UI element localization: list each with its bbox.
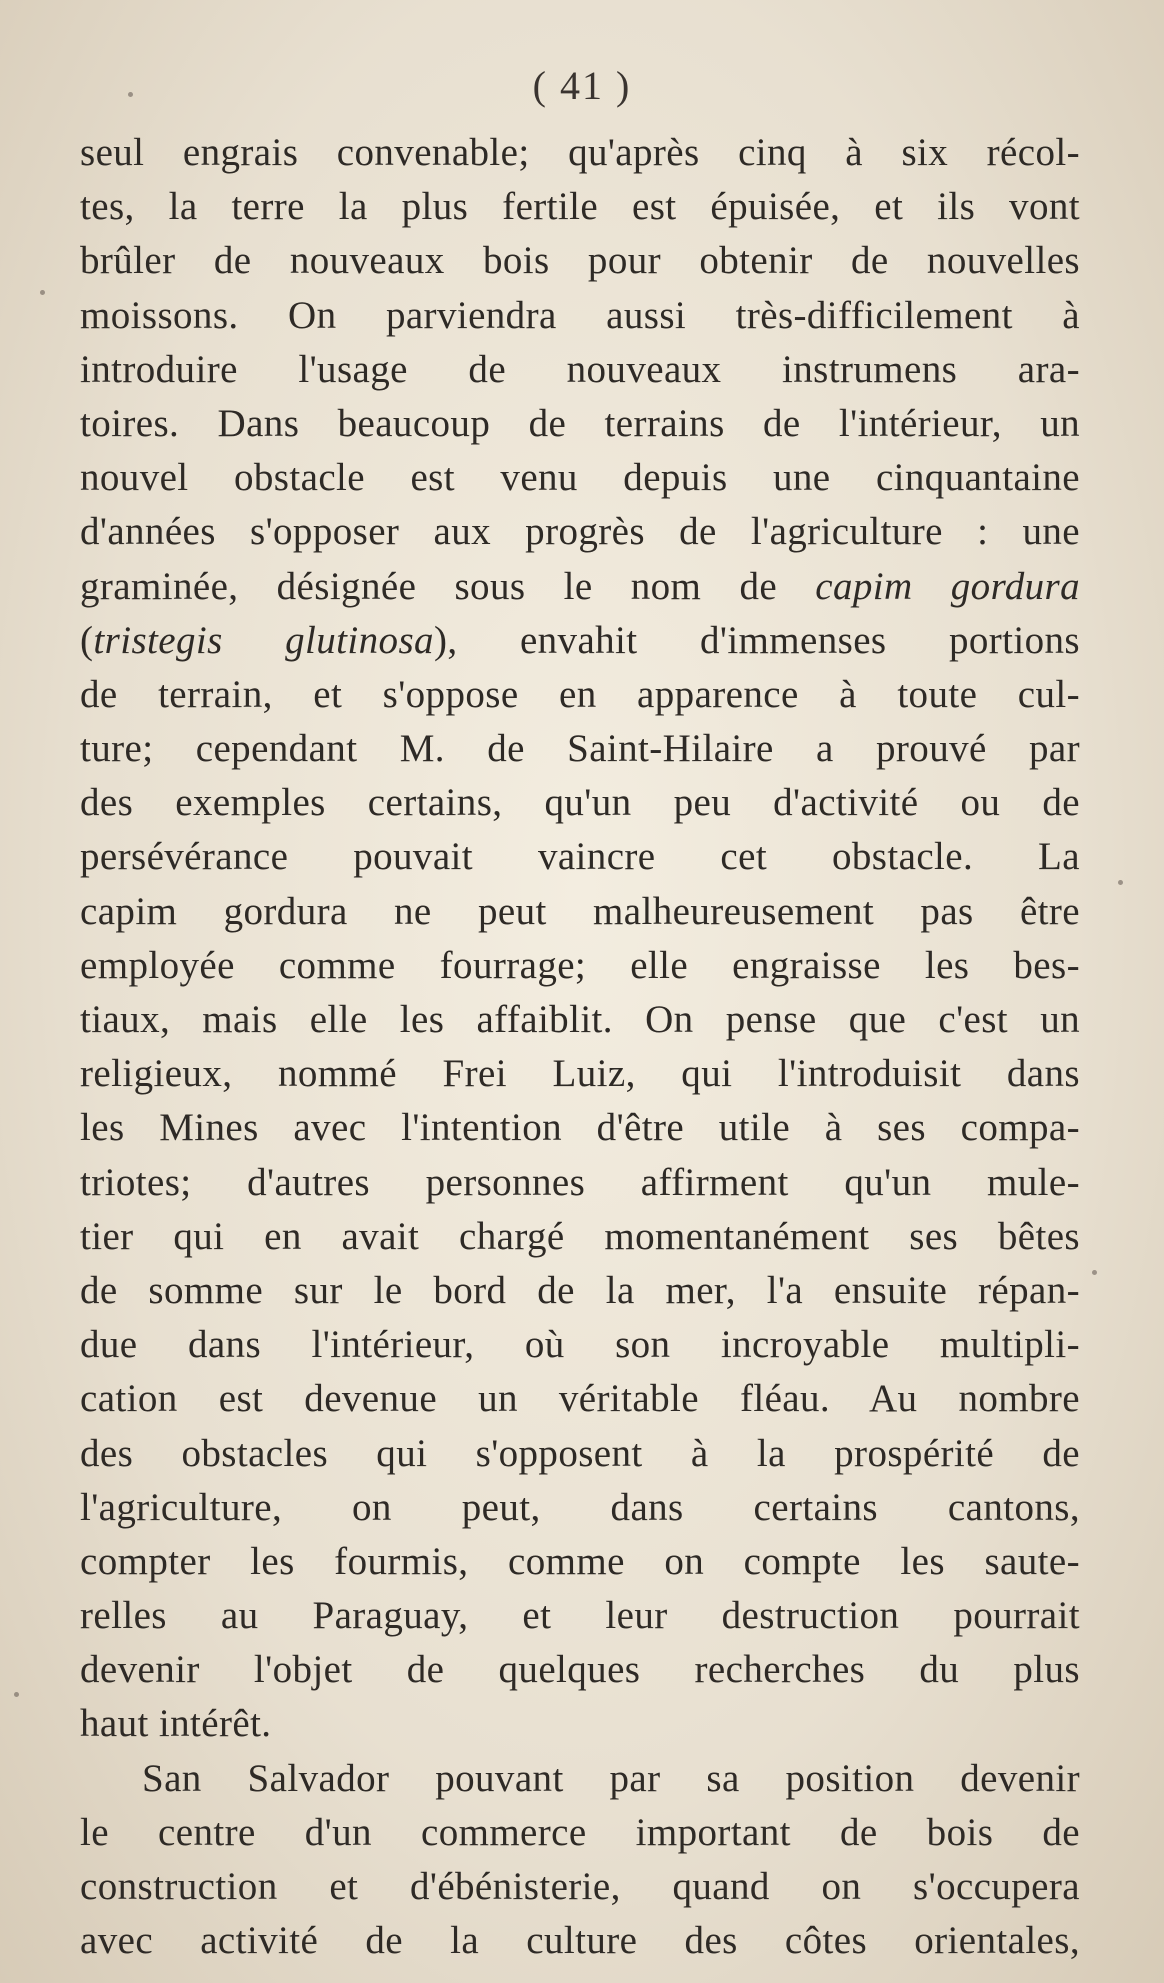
text-line: l'agriculture, on peut, dans certains cantons,: [80, 1485, 1080, 1529]
paper-speck: [40, 290, 45, 295]
text-line: [80, 614, 1080, 668]
text-line: ture; cependant M. de Saint-Hilaire a prouvé par: [80, 727, 1080, 771]
body-text: [80, 126, 1080, 1968]
text-line: de terrain, et s'oppose en apparence à toute cul-: [80, 672, 1080, 716]
text-line: San Salvador pouvant par sa position devenir: [142, 1756, 1080, 1800]
text-line: construction et d'ébénisterie, quand on s'occupera: [80, 1865, 1080, 1908]
text-line: moissons. On parviendra aussi très-difficilement à: [80, 293, 1080, 337]
text-line: haut intérêt.: [80, 1702, 272, 1746]
text-line: compter les fourmis, comme on compte les saute-: [80, 1539, 1080, 1583]
text-line: avec activité de la culture des côtes orientales,: [80, 1919, 1080, 1963]
text-line: des exemples certains, qu'un peu d'activité ou de: [80, 781, 1080, 825]
text-line: persévérance pouvait vaincre cet obstacle. La: [80, 835, 1080, 879]
text-line: [80, 560, 1080, 614]
text-segment: graminée, désignée sous le nom de: [80, 564, 816, 608]
text-line: de somme sur le bord de la mer, l'a ensuite répan-: [80, 1268, 1080, 1312]
text-line: triotes; d'autres personnes affirment qu'un mule-: [80, 1160, 1080, 1204]
text-line: capim gordura ne peut malheureusement pas être: [80, 889, 1080, 933]
paper-speck: [14, 1692, 19, 1697]
text-segment: ), envahit d'immenses portions: [433, 618, 1081, 662]
italic-term: tristegis glutinosa: [93, 618, 434, 662]
text-line: introduire l'usage de nouveaux instrumens ara-: [80, 347, 1080, 391]
text-line: employée comme fourrage; elle engraisse les bes-: [80, 943, 1080, 987]
text-line: due dans l'intérieur, où son incroyable multipli-: [80, 1323, 1080, 1367]
text-line: d'années s'opposer aux progrès de l'agriculture : une: [80, 510, 1080, 554]
page-number: ( 41 ): [532, 63, 632, 108]
paper-speck: [128, 92, 133, 97]
text-line: toires. Dans beaucoup de terrains de l'intérieur, un: [80, 401, 1080, 445]
text-line: cation est devenue un véritable fléau. Au nombre: [80, 1377, 1080, 1421]
text-line: seul engrais convenable; qu'après cinq à six récol-: [80, 131, 1080, 174]
text-line: des obstacles qui s'opposent à la prospérité de: [80, 1431, 1080, 1475]
text-line: les Mines avec l'intention d'être utile à ses compa-: [80, 1106, 1080, 1150]
text-line: devenir l'objet de quelques recherches du plus: [80, 1648, 1080, 1692]
text-line: le centre d'un commerce important de bois de: [80, 1810, 1080, 1854]
text-line: tes, la terre la plus fertile est épuisée, et ils vont: [80, 185, 1080, 229]
text-line: relles au Paraguay, et leur destruction pourrait: [80, 1594, 1080, 1638]
text-line: nouvel obstacle est venu depuis une cinquantaine: [80, 456, 1080, 500]
paper-speck: [1092, 1270, 1097, 1275]
italic-term: capim gordura: [815, 564, 1080, 608]
text-segment: (: [80, 618, 94, 662]
paper-speck: [1118, 880, 1123, 885]
text-line: tier qui en avait chargé momentanément ses bêtes: [80, 1214, 1080, 1258]
text-line: tiaux, mais elle les affaiblit. On pense que c'est un: [80, 998, 1080, 1041]
text-line: religieux, nommé Frei Luiz, qui l'introduisit dans: [80, 1052, 1080, 1096]
text-line: brûler de nouveaux bois pour obtenir de nouvelles: [80, 239, 1080, 283]
